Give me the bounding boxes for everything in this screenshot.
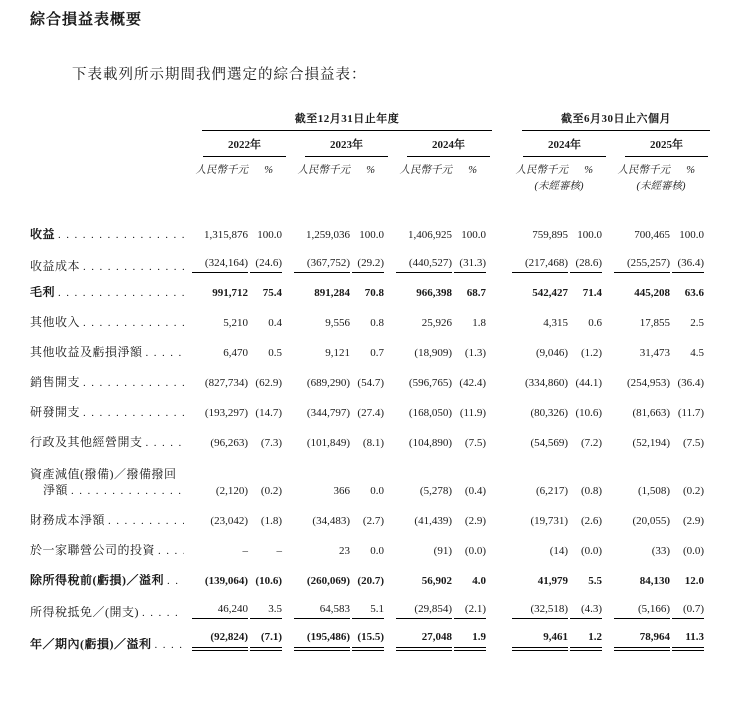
- amount-cell: 9,461: [512, 632, 568, 651]
- amount-cell: (367,752): [294, 258, 350, 273]
- percent-cell: 1.9: [454, 632, 486, 651]
- table-row: [30, 482, 712, 506]
- dot-leader: [83, 378, 184, 389]
- amount-cell: 17,855: [639, 317, 671, 329]
- amount-cell: 41,979: [537, 575, 569, 587]
- amount-cell: 6,470: [223, 347, 248, 359]
- percent-cell: 11.3: [672, 632, 704, 651]
- group-spacer: [494, 624, 508, 656]
- percent-cell: 0.0: [370, 485, 384, 497]
- amount-cell: (54,569): [530, 437, 569, 449]
- amount-cell: (689,290): [306, 377, 350, 389]
- amount-cell: 542,427: [532, 287, 569, 299]
- amount-cell: 366: [333, 485, 350, 497]
- table-row: [30, 368, 712, 398]
- percent-cell: (24.6): [250, 258, 282, 273]
- amount-cell: (34,483): [312, 515, 350, 527]
- row-label: 其他收入: [30, 316, 81, 329]
- amount-cell: (18,909): [414, 347, 452, 359]
- percent-cell: (7.3): [260, 437, 282, 449]
- percent-cell: (2.9): [464, 515, 486, 527]
- percent-cell: 100.0: [461, 229, 486, 241]
- table-body: [30, 192, 712, 656]
- amount-cell: (195,486): [294, 632, 350, 651]
- group-spacer: [494, 192, 508, 250]
- table-row: [30, 458, 712, 482]
- percent-cell: (31.3): [454, 258, 486, 273]
- amount-cell: 64,583: [294, 604, 350, 619]
- percent-cell: (7.1): [250, 632, 282, 651]
- amount-cell: 1,315,876: [204, 229, 248, 241]
- amount-cell: (139,064): [204, 575, 248, 587]
- amount-cell: 759,895: [532, 229, 569, 241]
- amount-cell: (32,518): [512, 604, 568, 619]
- percent-cell: 4.5: [690, 347, 705, 359]
- amount-cell: (20,055): [632, 515, 671, 527]
- percent-cell: 0.6: [588, 317, 603, 329]
- table-row: [30, 338, 712, 368]
- amount-cell: (324,164): [192, 258, 248, 273]
- percent-cell: (7.5): [682, 437, 705, 449]
- row-label: 收益: [30, 228, 56, 241]
- percent-cell: (15.5): [352, 632, 384, 651]
- amount-cell: 27,048: [396, 632, 452, 651]
- amount-unit-header: 人民幣千元: [515, 165, 569, 176]
- percent-cell: (10.6): [255, 575, 282, 587]
- amount-cell: (92,824): [192, 632, 248, 651]
- amount-cell: 46,240: [192, 604, 248, 619]
- percent-cell: (0.2): [260, 485, 282, 497]
- percent-cell: (36.4): [672, 258, 704, 273]
- amount-cell: (91): [433, 545, 452, 557]
- row-label: 資產減值(撥備)／撥備撥回: [30, 468, 177, 480]
- table-row: [30, 278, 712, 308]
- percent-cell: 12.0: [684, 575, 705, 587]
- amount-cell: (23,042): [210, 515, 248, 527]
- percent-cell: (20.7): [357, 575, 384, 587]
- percent-cell: 100.0: [359, 229, 384, 241]
- dot-leader: [83, 262, 184, 273]
- percent-cell: (7.2): [580, 437, 603, 449]
- amount-cell: 9,121: [325, 347, 350, 359]
- percent-cell: 0.7: [370, 347, 384, 359]
- amount-cell: 445,208: [634, 287, 671, 299]
- percent-cell: (2.9): [682, 515, 705, 527]
- group-spacer: [494, 250, 508, 278]
- amount-cell: (104,890): [408, 437, 452, 449]
- percent-cell: 63.6: [684, 287, 705, 299]
- amount-cell: 25,926: [421, 317, 452, 329]
- percent-cell: 0.4: [268, 317, 282, 329]
- row-label: 研發開支: [30, 406, 81, 419]
- amount-cell: (52,194): [632, 437, 671, 449]
- dot-leader: [58, 288, 184, 299]
- amount-cell: (19,731): [530, 515, 569, 527]
- row-label: 財務成本淨額: [30, 514, 106, 527]
- row-label: 行政及其他經營開支: [30, 436, 143, 449]
- table-header: [30, 114, 712, 192]
- percent-cell: (14.7): [255, 407, 282, 419]
- amount-cell: 84,130: [639, 575, 671, 587]
- percent-cell: (0.0): [682, 545, 705, 557]
- amount-cell: (260,069): [306, 575, 350, 587]
- amount-cell: 23: [339, 545, 350, 557]
- income-statement-table: [30, 114, 712, 656]
- table-row: [30, 624, 712, 656]
- percent-cell: 4.0: [472, 575, 486, 587]
- percent-cell: (11.7): [677, 407, 705, 419]
- group-spacer: [494, 536, 508, 566]
- percent-cell: –: [276, 545, 282, 557]
- table-row: [30, 398, 712, 428]
- percent-cell: 3.5: [250, 604, 282, 619]
- unaudited-note: (未經審核): [534, 180, 584, 192]
- percent-cell: (10.6): [575, 407, 603, 419]
- row-label: 除所得稅前(虧損)／溢利: [30, 574, 164, 587]
- amount-cell: (827,734): [204, 377, 248, 389]
- amount-cell: (254,953): [626, 377, 671, 389]
- percent-cell: (1.2): [580, 347, 603, 359]
- percent-cell: (0.2): [682, 485, 705, 497]
- amount-cell: (96,263): [210, 437, 248, 449]
- percent-cell: (44.1): [575, 377, 603, 389]
- percent-cell: (2.1): [454, 604, 486, 619]
- percent-cell: (11.9): [459, 407, 486, 419]
- amount-cell: (41,439): [414, 515, 452, 527]
- amount-cell: 1,259,036: [306, 229, 350, 241]
- table-row: [30, 308, 712, 338]
- amount-cell: 56,902: [421, 575, 452, 587]
- percent-cell: (27.4): [357, 407, 384, 419]
- dot-leader: [58, 230, 184, 241]
- percent-header: %: [264, 165, 273, 176]
- amount-cell: 966,398: [416, 287, 452, 299]
- group-spacer: [494, 157, 508, 177]
- amount-cell: (6,217): [535, 485, 569, 497]
- period-group-header: 截至6月30日止六個月: [522, 114, 710, 131]
- percent-cell: (0.4): [464, 485, 486, 497]
- dot-leader: [83, 408, 184, 419]
- row-label: 毛利: [30, 286, 56, 299]
- percent-cell: (28.6): [570, 258, 602, 273]
- table-row: [30, 566, 712, 596]
- amount-cell: 9,556: [325, 317, 350, 329]
- amount-cell: (29,854): [396, 604, 452, 619]
- percent-cell: 0.8: [370, 317, 384, 329]
- amount-cell: (5,166): [614, 604, 670, 619]
- group-spacer: [494, 506, 508, 536]
- dot-leader: [108, 516, 184, 527]
- amount-cell: (81,663): [632, 407, 671, 419]
- year-header: 2024年: [407, 131, 490, 157]
- percent-cell: (29.2): [352, 258, 384, 273]
- amount-cell: (255,257): [614, 258, 670, 273]
- group-spacer: [494, 368, 508, 398]
- percent-cell: (0.0): [580, 545, 603, 557]
- percent-cell: 5.1: [352, 604, 384, 619]
- amount-cell: 891,284: [314, 287, 350, 299]
- row-label: 淨額: [43, 484, 69, 497]
- percent-cell: 1.8: [472, 317, 486, 329]
- percent-cell: 71.4: [582, 287, 603, 299]
- header-row-periods: [30, 114, 712, 131]
- amount-cell: 78,964: [614, 632, 670, 651]
- dot-leader: [83, 318, 184, 329]
- dot-leader: [167, 576, 184, 587]
- percent-cell: 75.4: [262, 287, 282, 299]
- percent-cell: 100.0: [257, 229, 282, 241]
- amount-cell: (2,120): [215, 485, 248, 497]
- header-row-unaudited: [30, 177, 712, 193]
- percent-cell: 2.5: [690, 317, 705, 329]
- dot-leader: [71, 486, 184, 497]
- page-title: 綜合損益表概要: [30, 12, 143, 28]
- amount-cell: (168,050): [408, 407, 452, 419]
- amount-cell: 31,473: [639, 347, 671, 359]
- amount-unit-header: 人民幣千元: [617, 165, 671, 176]
- table-row: [30, 428, 712, 458]
- table-row: [30, 250, 712, 278]
- table-row: [30, 506, 712, 536]
- amount-cell: (334,860): [524, 377, 569, 389]
- amount-cell: (80,326): [530, 407, 569, 419]
- group-spacer: [494, 482, 508, 506]
- percent-cell: (4.3): [570, 604, 602, 619]
- dot-leader: [146, 348, 184, 359]
- percent-cell: 5.5: [588, 575, 603, 587]
- percent-cell: (0.8): [580, 485, 603, 497]
- amount-cell: (596,765): [408, 377, 452, 389]
- amount-unit-header: 人民幣千元: [399, 165, 452, 176]
- table-row: [30, 596, 712, 624]
- row-label: 其他收益及虧損淨額: [30, 346, 143, 359]
- year-header: 2024年: [523, 131, 606, 157]
- percent-cell: (2.6): [580, 515, 603, 527]
- percent-cell: 68.7: [466, 287, 486, 299]
- dot-leader: [155, 640, 185, 651]
- intro-text: 下表載列所示期間我們選定的綜合損益表：: [72, 67, 367, 83]
- amount-cell: (101,849): [306, 437, 350, 449]
- percent-cell: (7.5): [464, 437, 486, 449]
- percent-cell: (42.4): [459, 377, 486, 389]
- dot-leader: [158, 546, 184, 557]
- row-label: 收益成本: [30, 260, 81, 273]
- amount-cell: 991,712: [212, 287, 248, 299]
- percent-header: %: [366, 165, 375, 176]
- amount-cell: 1,406,925: [408, 229, 452, 241]
- percent-cell: (0.7): [672, 604, 704, 619]
- percent-cell: (2.7): [362, 515, 384, 527]
- amount-cell: (193,297): [204, 407, 248, 419]
- amount-cell: (1,508): [637, 485, 671, 497]
- percent-cell: 0.0: [370, 545, 384, 557]
- percent-cell: (8.1): [362, 437, 384, 449]
- group-spacer: [494, 398, 508, 428]
- row-label: 年／期內(虧損)／溢利: [30, 638, 152, 651]
- table-row: [30, 192, 712, 250]
- amount-unit-header: 人民幣千元: [195, 165, 248, 176]
- amount-cell: (33): [651, 545, 671, 557]
- header-row-years: [30, 131, 712, 157]
- amount-cell: (14): [549, 545, 569, 557]
- group-spacer: [494, 177, 508, 193]
- percent-cell: (1.8): [260, 515, 282, 527]
- percent-header: %: [468, 165, 478, 176]
- year-header: 2025年: [625, 131, 708, 157]
- group-spacer: [494, 308, 508, 338]
- amount-cell: (344,797): [306, 407, 350, 419]
- amount-unit-header: 人民幣千元: [297, 165, 350, 176]
- group-spacer: [494, 114, 508, 131]
- percent-cell: 70.8: [364, 287, 384, 299]
- table-row: [30, 536, 712, 566]
- row-label: 於一家聯營公司的投資: [30, 544, 156, 557]
- percent-cell: 100.0: [577, 229, 603, 241]
- row-label: 所得稅抵免／(開支): [30, 606, 139, 619]
- group-spacer: [494, 131, 508, 157]
- percent-header: %: [686, 165, 696, 176]
- percent-header: %: [584, 165, 594, 176]
- header-row-units: [30, 157, 712, 177]
- group-spacer: [494, 338, 508, 368]
- amount-cell: (9,046): [535, 347, 569, 359]
- dot-leader: [142, 608, 184, 619]
- period-group-header: 截至12月31日止年度: [202, 114, 492, 131]
- amount-cell: 700,465: [634, 229, 671, 241]
- percent-cell: (62.9): [255, 377, 282, 389]
- amount-cell: –: [242, 545, 248, 557]
- percent-cell: (36.4): [677, 377, 705, 389]
- amount-cell: (440,527): [396, 258, 452, 273]
- percent-cell: (54.7): [357, 377, 384, 389]
- amount-cell: 5,210: [223, 317, 248, 329]
- group-spacer: [494, 566, 508, 596]
- group-spacer: [494, 278, 508, 308]
- unaudited-note: (未經審核): [636, 180, 686, 192]
- percent-cell: 100.0: [679, 229, 705, 241]
- amount-cell: (5,278): [419, 485, 452, 497]
- percent-cell: (0.0): [464, 545, 486, 557]
- amount-cell: (217,468): [512, 258, 568, 273]
- row-label: 銷售開支: [30, 376, 81, 389]
- group-spacer: [494, 596, 508, 624]
- group-spacer: [494, 428, 508, 458]
- percent-cell: 1.2: [570, 632, 602, 651]
- amount-cell: 4,315: [543, 317, 569, 329]
- dot-leader: [146, 438, 184, 449]
- year-header: 2022年: [203, 131, 286, 157]
- percent-cell: (1.3): [464, 347, 486, 359]
- year-header: 2023年: [305, 131, 388, 157]
- percent-cell: 0.5: [268, 347, 282, 359]
